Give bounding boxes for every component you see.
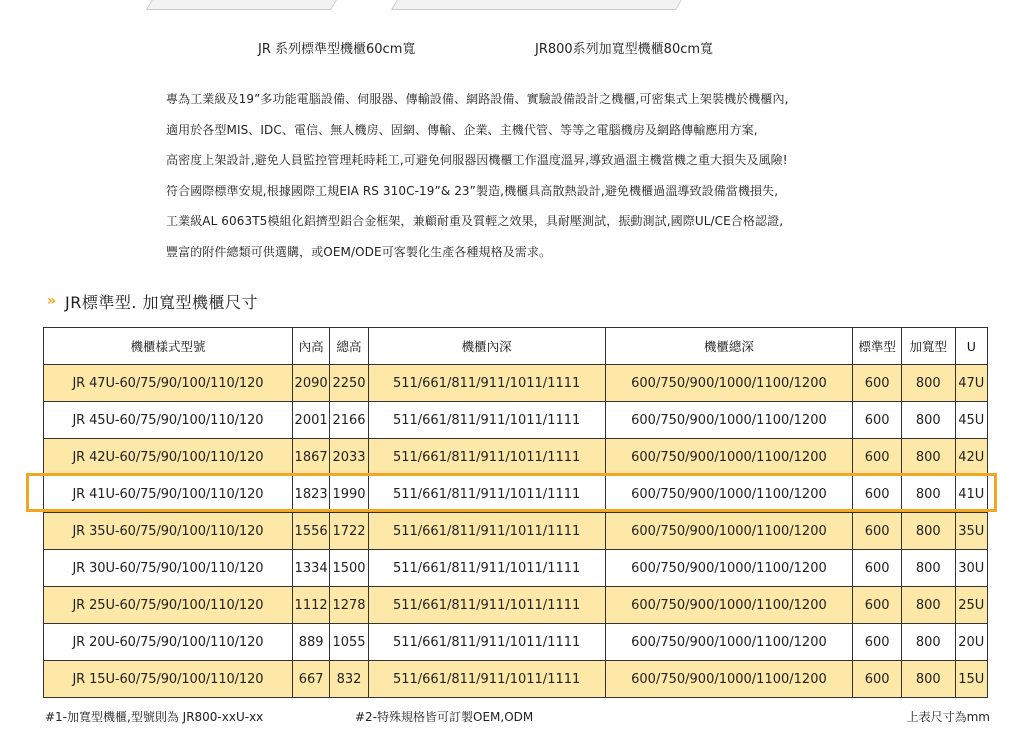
cell-total-height: 2250 — [330, 365, 368, 402]
table-row — [44, 550, 988, 587]
cell-inner-depth: 511/661/811/911/1011/1111 — [368, 476, 605, 513]
cell-inner-height: 1867 — [292, 439, 329, 476]
cell-model: JR 42U-60/75/90/100/110/120 — [44, 439, 293, 476]
header-wide: 加寬型 — [901, 328, 955, 365]
cell-model: JR 20U-60/75/90/100/110/120 — [44, 624, 293, 661]
cell-standard-width: 600 — [853, 587, 902, 624]
tab-shape-left — [146, 0, 339, 10]
table-header-row — [44, 328, 988, 365]
cell-model: JR 30U-60/75/90/100/110/120 — [44, 550, 293, 587]
intro-line: 高密度上架設計,避免人員監控管理耗時耗工,可避免伺服器因機櫃工作溫度溫昇,導致過溫主機當機之重大損失及風險! — [166, 153, 788, 168]
cell-model: JR 35U-60/75/90/100/110/120 — [44, 513, 293, 550]
cell-u-count: 30U — [955, 550, 987, 587]
cell-u-count: 15U — [955, 661, 987, 698]
cell-total-height: 1055 — [330, 624, 368, 661]
cell-inner-depth: 511/661/811/911/1011/1111 — [368, 550, 605, 587]
intro-line: 適用於各型MIS、IDC、電信、無人機房、固網、傳輸、企業、主機代管、等等之電腦機房及網路傳輸應用方案, — [166, 122, 758, 137]
cell-inner-height: 889 — [292, 624, 329, 661]
cell-model: JR 45U-60/75/90/100/110/120 — [44, 402, 293, 439]
cell-model: JR 15U-60/75/90/100/110/120 — [44, 661, 293, 698]
cell-total-height: 1278 — [330, 587, 368, 624]
cell-model: JR 47U-60/75/90/100/110/120 — [44, 365, 293, 402]
tab-shape-right — [391, 0, 684, 10]
cell-inner-depth: 511/661/811/911/1011/1111 — [368, 439, 605, 476]
cell-standard-width: 600 — [853, 439, 902, 476]
cell-inner-height: 667 — [292, 661, 329, 698]
cell-wide-width: 800 — [901, 439, 955, 476]
cell-wide-width: 800 — [901, 624, 955, 661]
cell-standard-width: 600 — [853, 476, 902, 513]
cell-wide-width: 800 — [901, 550, 955, 587]
cell-total-height: 1500 — [330, 550, 368, 587]
cell-wide-width: 800 — [901, 476, 955, 513]
cell-standard-width: 600 — [853, 365, 902, 402]
cell-total-depth: 600/750/900/1000/1100/1200 — [605, 365, 853, 402]
cell-standard-width: 600 — [853, 402, 902, 439]
header-inner-height: 內高 — [292, 328, 329, 365]
cell-total-depth: 600/750/900/1000/1100/1200 — [605, 476, 853, 513]
cell-standard-width: 600 — [853, 513, 902, 550]
cell-inner-height: 1112 — [292, 587, 329, 624]
series-titles — [0, 38, 1024, 56]
cell-standard-width: 600 — [853, 550, 902, 587]
table-row — [44, 624, 988, 661]
cell-standard-width: 600 — [853, 624, 902, 661]
cell-total-depth: 600/750/900/1000/1100/1200 — [605, 513, 853, 550]
cell-total-height: 832 — [330, 661, 368, 698]
cell-u-count: 42U — [955, 439, 987, 476]
cell-inner-height: 1556 — [292, 513, 329, 550]
jr800-series-title: JR800系列加寬型機櫃80cm寬 — [535, 42, 714, 57]
cell-wide-width: 800 — [901, 587, 955, 624]
cabinet-size-table — [43, 327, 988, 698]
cell-u-count: 20U — [955, 624, 987, 661]
cell-u-count: 25U — [955, 587, 987, 624]
cell-wide-width: 800 — [901, 513, 955, 550]
cell-inner-depth: 511/661/811/911/1011/1111 — [368, 624, 605, 661]
header-inner-depth: 機櫃內深 — [368, 328, 605, 365]
cell-wide-width: 800 — [901, 402, 955, 439]
cell-total-height: 1990 — [330, 476, 368, 513]
header-total-depth: 機櫃總深 — [605, 328, 853, 365]
cell-u-count: 35U — [955, 513, 987, 550]
unit-note: 上表尺寸為mm — [906, 710, 990, 724]
cell-model: JR 41U-60/75/90/100/110/120 — [44, 476, 293, 513]
cell-total-depth: 600/750/900/1000/1100/1200 — [605, 402, 853, 439]
table-row — [44, 365, 988, 402]
header-model: 機櫃樣式型號 — [44, 328, 293, 365]
footnote-custom: #2-特殊規格皆可訂製OEM,ODM — [355, 710, 534, 724]
jr-series-title: JR 系列標準型機櫃60cm寬 — [258, 42, 416, 57]
cell-inner-height: 2001 — [292, 402, 329, 439]
table-row — [44, 439, 988, 476]
cell-total-height: 2166 — [330, 402, 368, 439]
cell-inner-height: 1334 — [292, 550, 329, 587]
table-row — [44, 513, 988, 550]
table-row — [44, 587, 988, 624]
cell-standard-width: 600 — [853, 661, 902, 698]
cell-total-depth: 600/750/900/1000/1100/1200 — [605, 550, 853, 587]
intro-line: 符合國際標準安規,根據國際工規EIA RS 310C-19”& 23”製造,機櫃具高散熱設計,避免機櫃過溫導致設備當機損失, — [166, 183, 779, 198]
intro-line: 豐富的附件總類可供選購，或OEM/ODE可客製化生產各種規格及需求。 — [166, 244, 552, 259]
top-tab-decoration — [0, 0, 1024, 12]
cell-inner-height: 1823 — [292, 476, 329, 513]
header-total-height: 總高 — [330, 328, 368, 365]
cell-total-depth: 600/750/900/1000/1100/1200 — [605, 587, 853, 624]
cell-model: JR 25U-60/75/90/100/110/120 — [44, 587, 293, 624]
cell-inner-depth: 511/661/811/911/1011/1111 — [368, 365, 605, 402]
cell-u-count: 45U — [955, 402, 987, 439]
intro-paragraph — [166, 84, 886, 268]
cell-total-depth: 600/750/900/1000/1100/1200 — [605, 439, 853, 476]
cell-u-count: 47U — [955, 365, 987, 402]
cell-total-height: 1722 — [330, 513, 368, 550]
cell-inner-height: 2090 — [292, 365, 329, 402]
table-row — [44, 402, 988, 439]
table-row — [44, 476, 988, 513]
double-chevron-icon: » — [47, 293, 54, 309]
cell-wide-width: 800 — [901, 365, 955, 402]
intro-line: 專為工業級及19”多功能電腦設備、伺服器、傳輸設備、網路設備、實驗設備設計之機櫃,可密集式上架裝機於機櫃內, — [166, 92, 789, 106]
cell-inner-depth: 511/661/811/911/1011/1111 — [368, 587, 605, 624]
cell-total-depth: 600/750/900/1000/1100/1200 — [605, 661, 853, 698]
intro-line: 工業級AL 6063T5模組化鋁擠型鋁合金框架，兼顧耐重及質輕之效果，具耐壓測試，振動測試,國際UL/CE合格認證, — [166, 214, 784, 229]
header-u: U — [955, 328, 987, 365]
footnote-wide-model: #1-加寬型機櫃,型號則為 JR800-xxU-xx — [45, 710, 264, 724]
section-title: JR標準型. 加寬型機櫃尺寸 — [65, 292, 259, 312]
cell-inner-depth: 511/661/811/911/1011/1111 — [368, 513, 605, 550]
table-row — [44, 661, 988, 698]
cell-total-depth: 600/750/900/1000/1100/1200 — [605, 624, 853, 661]
footer-notes — [45, 708, 990, 726]
cell-inner-depth: 511/661/811/911/1011/1111 — [368, 402, 605, 439]
cell-u-count: 41U — [955, 476, 987, 513]
cell-total-height: 2033 — [330, 439, 368, 476]
header-standard: 標準型 — [853, 328, 902, 365]
section-heading — [47, 290, 258, 312]
cell-wide-width: 800 — [901, 661, 955, 698]
cell-inner-depth: 511/661/811/911/1011/1111 — [368, 661, 605, 698]
